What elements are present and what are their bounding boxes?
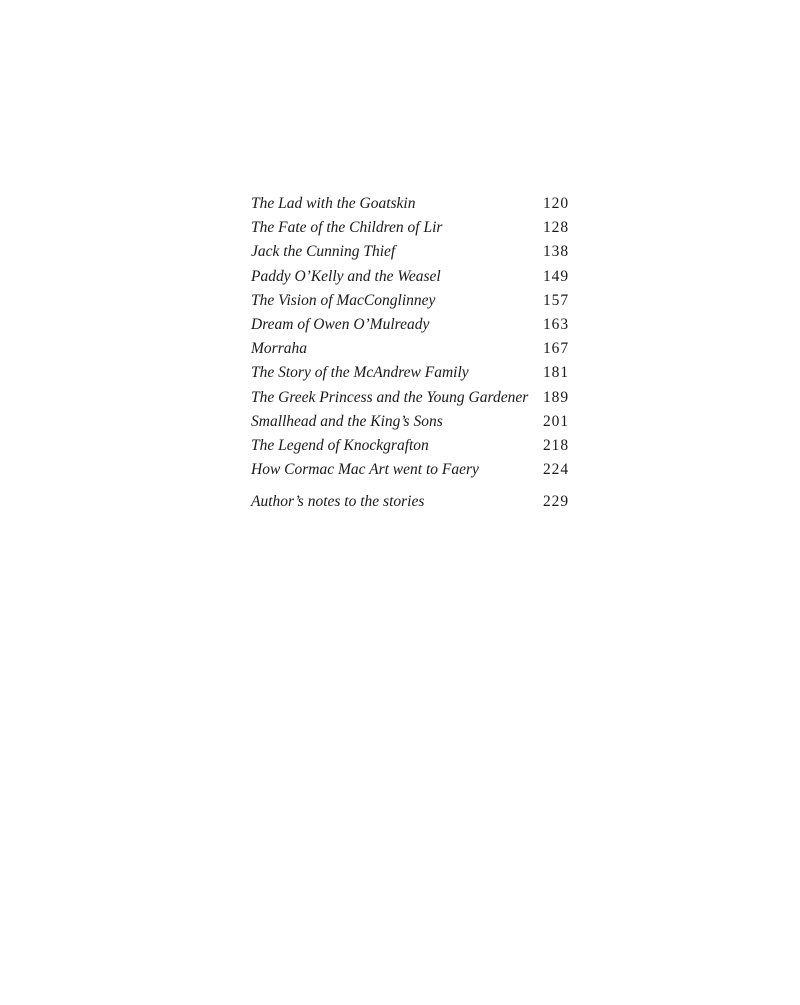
toc-entry (251, 289, 569, 313)
toc-entry (251, 361, 569, 385)
toc-entry-page: 120 (542, 195, 569, 212)
toc-entry (251, 386, 569, 410)
toc-entry (251, 216, 569, 240)
toc-entry-page: 138 (542, 243, 569, 261)
toc-entry (251, 313, 569, 337)
toc-entry-title: The Greek Princess and the Young Gardener (251, 388, 529, 406)
toc-entry-page: 218 (542, 436, 569, 454)
toc-entry-page: 128 (542, 219, 569, 237)
table-of-contents (251, 192, 569, 514)
toc-entry-authors-notes (251, 490, 569, 514)
toc-entry-title: Jack the Cunning Thief (251, 243, 396, 261)
toc-entry (251, 337, 569, 361)
toc-entry-title: Dream of Owen O’Mulready (251, 315, 430, 333)
toc-entry-title: The Vision of MacConglinney (251, 291, 436, 309)
toc-entry (251, 458, 569, 482)
toc-entry-page: 149 (542, 267, 569, 285)
toc-entry-title: Morraha (251, 340, 307, 358)
toc-entry-title: Smallhead and the King’s Sons (251, 412, 443, 430)
toc-entry (251, 434, 569, 458)
toc-list (251, 192, 569, 514)
toc-entry-page: 229 (542, 493, 569, 511)
toc-entry-page: 157 (542, 291, 569, 309)
toc-entry (251, 240, 569, 264)
toc-entry-title: How Cormac Mac Art went to Faery (251, 461, 479, 479)
toc-entry-page: 224 (542, 461, 569, 479)
toc-entry-title: The Lad with the Goatskin (251, 195, 416, 212)
toc-entry-page: 201 (542, 412, 569, 430)
toc-entry-page: 163 (542, 315, 569, 333)
toc-entry-page: 189 (542, 388, 569, 406)
toc-entry-page: 181 (542, 364, 569, 382)
toc-entry-title: Author’s notes to the stories (251, 493, 425, 511)
toc-entry-title: The Fate of the Children of Lir (251, 219, 443, 237)
toc-entry-page: 167 (542, 340, 569, 358)
toc-entry-title: The Legend of Knockgrafton (251, 436, 429, 454)
toc-entry (251, 192, 569, 216)
toc-entry-title: The Story of the McAndrew Family (251, 364, 469, 382)
toc-entry-title: Paddy O’Kelly and the Weasel (251, 267, 441, 285)
toc-entry (251, 265, 569, 289)
toc-entry (251, 410, 569, 434)
